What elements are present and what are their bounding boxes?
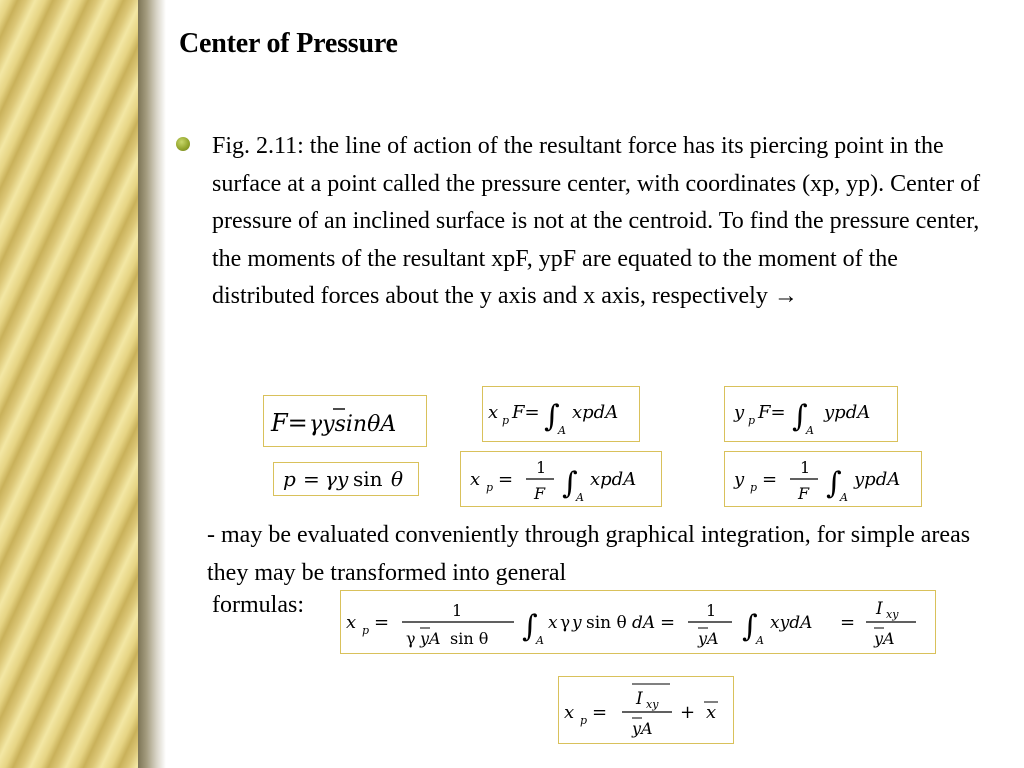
equation-xp-final [558,676,734,744]
side-band-shadow [138,0,166,768]
svg-text:γysinθA: γysinθA [309,412,397,437]
svg-text:x: x [548,613,558,633]
svg-text:ypdA: ypdA [824,402,871,423]
svg-text:p: p [362,624,370,637]
svg-text:=: = [374,612,390,633]
svg-text:ypdA: ypdA [854,469,901,490]
svg-text:x: x [706,702,717,723]
svg-text:1: 1 [706,601,717,620]
svg-text:θ: θ [391,467,404,491]
svg-text:xpdA: xpdA [572,402,619,423]
svg-text:γ: γ [560,613,571,633]
svg-text:=: = [840,612,856,633]
svg-text:I: I [636,689,643,709]
svg-text:1: 1 [800,458,811,477]
svg-text:F=: F= [271,409,308,437]
equation-resultant-force [263,395,427,447]
svg-text:p: p [502,414,510,427]
bullet-icon [176,137,190,151]
equation-xp-expanded [340,590,936,654]
svg-text:p: p [283,467,296,491]
equation-moment-x-graphic [484,388,638,440]
equation-xp [460,451,662,507]
svg-text:∫: ∫ [826,466,842,501]
svg-text:F=: F= [512,402,540,423]
svg-text:γy: γy [325,467,349,491]
svg-text:p: p [486,481,494,494]
svg-text:y: y [734,469,745,490]
svg-text:A: A [840,491,848,504]
equation-moment-y-graphic [726,388,896,440]
equation-resultant-force-graphic [265,397,425,445]
bullet-text: Fig. 2.11: the line of action of the resultant force has its piercing point in the surface at a point called the pressure center, with coordinates (xp, yp). Center of pressure of an inclined surface is not at the centroid. To find the pressure center, the moments of the resultant xpF, ypF are equated to the moment of the distributed forces about the y axis and x axis, respectively [212,133,981,309]
svg-text:=: = [592,702,608,723]
svg-text:F: F [534,484,546,503]
svg-text:x: x [564,702,575,723]
svg-text:A: A [756,634,764,647]
svg-text:A: A [536,634,544,647]
svg-text:y: y [734,402,745,423]
right-arrow-icon: → [773,283,798,309]
svg-text:=: = [303,467,320,491]
svg-text:=: = [498,469,514,490]
svg-text:p: p [748,414,756,427]
equation-xp-graphic [462,453,660,505]
svg-text:1: 1 [536,458,547,477]
decorative-side-band [0,0,138,768]
svg-text:p: p [580,714,588,727]
equation-pressure [273,462,419,496]
svg-text:+: + [680,702,696,723]
svg-text:xy: xy [886,608,899,621]
equation-moment-x [482,386,640,442]
equation-yp-graphic [726,453,920,505]
equation-pressure-graphic [275,464,417,494]
svg-text:y: y [572,613,582,633]
svg-text:yA: yA [874,629,895,648]
svg-text:∫: ∫ [742,609,758,644]
svg-text:A: A [576,491,584,504]
svg-text:yA: yA [420,629,441,648]
svg-text:F: F [798,484,810,503]
svg-text:∫: ∫ [792,399,808,434]
svg-text:∫: ∫ [522,609,538,644]
continuation-text: - may be evaluated conveniently through graphical integration, for simple areas they may be transformed into general [207,522,971,586]
svg-text:dA: dA [632,613,656,633]
svg-text:1: 1 [452,601,463,620]
bullet-paragraph [212,128,982,316]
equation-xp-final-graphic [560,678,732,742]
equation-yp [724,451,922,507]
svg-text:x: x [346,612,357,633]
svg-text:A: A [558,424,566,437]
svg-text:yA: yA [698,629,719,648]
slide-title: Center of Pressure [179,28,398,59]
svg-text:=: = [762,469,778,490]
svg-text:x: x [488,402,499,423]
svg-text:xydA: xydA [770,613,813,633]
equation-xp-expanded-graphic [342,592,934,652]
svg-text:yA: yA [632,719,653,738]
formulas-label: formulas: [212,592,304,618]
svg-text:∫: ∫ [562,466,578,501]
svg-text:∫: ∫ [544,399,560,434]
svg-text:p: p [750,481,758,494]
svg-text:xpdA: xpdA [590,469,637,490]
svg-text:sin θ: sin θ [586,613,627,633]
svg-text:sin: sin [353,467,383,491]
equation-moment-y [724,386,898,442]
svg-text:sin θ: sin θ [450,629,489,648]
svg-text:x: x [470,469,481,490]
svg-text:xy: xy [646,698,659,711]
svg-text:=: = [660,612,676,633]
svg-text:A: A [806,424,814,437]
svg-text:F=: F= [758,402,786,423]
svg-text:I: I [876,599,883,619]
svg-text:γ: γ [406,629,416,648]
